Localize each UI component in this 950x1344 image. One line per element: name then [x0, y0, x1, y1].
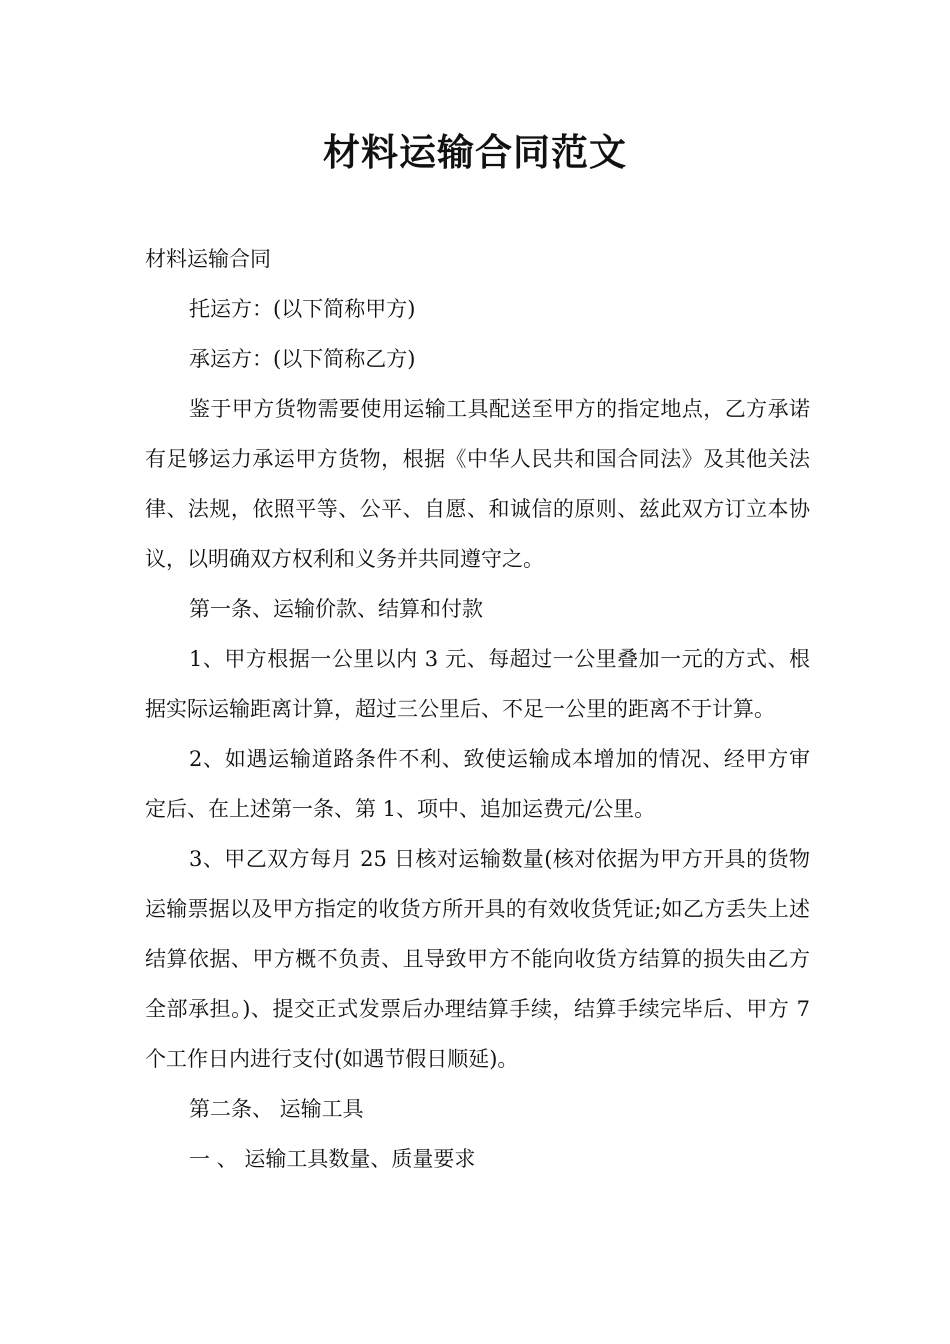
paragraph: 一 、 运输工具数量、质量要求 — [189, 1147, 476, 1171]
document-body — [145, 234, 810, 1184]
document-title: 材料运输合同范文 — [323, 131, 627, 174]
paragraph: 承运方：(以下简称乙方) — [189, 347, 416, 371]
paragraph: 鉴于甲方货物需要使用运输工具配送至甲方的指定地点，乙方承诺有足够运力承运甲方货物，根据《中华人民共和国合同法》及其他关法律、法规，依照平等、公平、自愿、和诚信的原则、兹此双方订立本协议，以明确双方权利和义务并共同遵守之。 — [145, 397, 810, 571]
paragraph: 第一条、运输价款、结算和付款 — [189, 597, 483, 621]
paragraph: 1、甲方根据一公里以内 3 元、每超过一公里叠加一元的方式、根据实际运输距离计算，超过三公里后、不足一公里的距离不于计算。 — [145, 647, 810, 721]
paragraph: 托运方：(以下简称甲方) — [189, 297, 416, 321]
paragraph: 材料运输合同 — [145, 247, 271, 271]
paragraph: 2、如遇运输道路条件不利、致使运输成本增加的情况、经甲方审定后、在上述第一条、第 1、项中、追加运费元/公里。 — [145, 747, 810, 821]
paragraph: 3、甲乙双方每月 25 日核对运输数量(核对依据为甲方开具的货物运输票据以及甲方指定的收货方所开具的有效收货凭证;如乙方丢失上述结算依据、甲方概不负责、且导致甲方不能向收货方结算的损失由乙方全部承担。)、提交正式发票后办理结算手续，结算手续完毕后、甲方 7 个工作日内进行支付(如遇节假日顺延)。 — [145, 847, 810, 1071]
paragraph: 第二条、 运输工具 — [189, 1097, 364, 1121]
